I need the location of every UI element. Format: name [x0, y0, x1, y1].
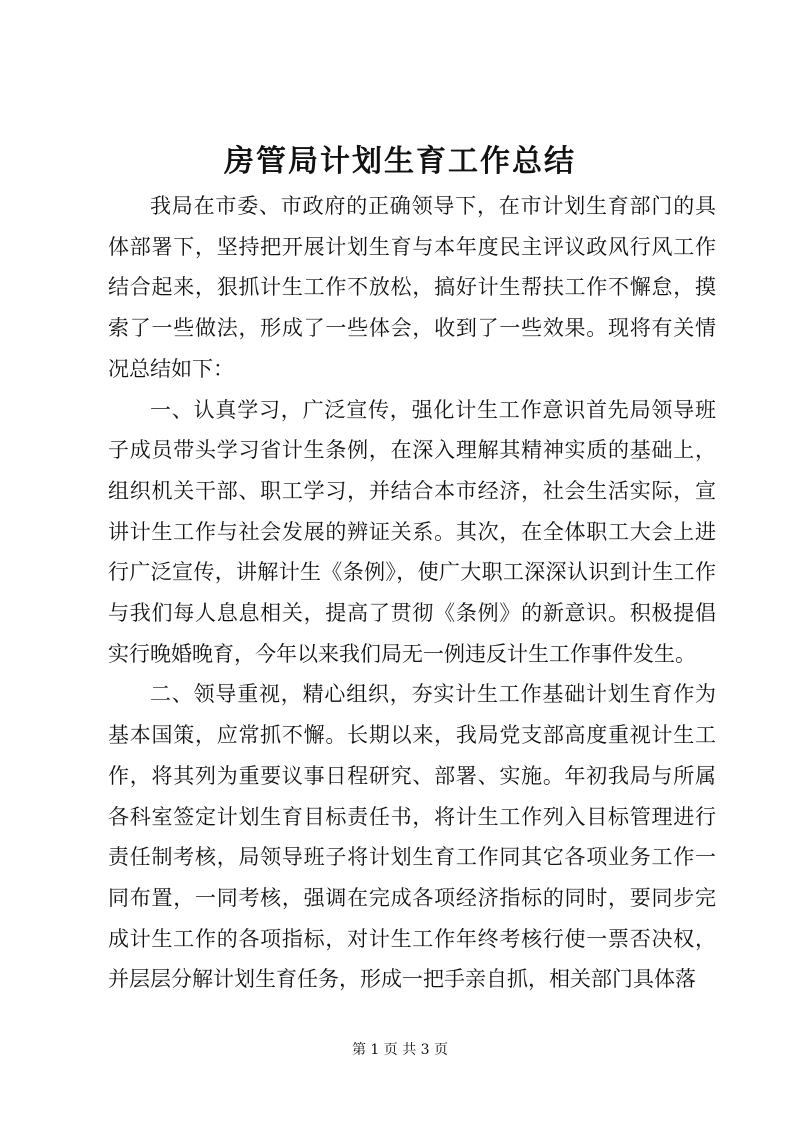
page-number-footer: 第 1 页 共 3 页 — [351, 1042, 449, 1058]
document-body — [108, 186, 716, 1000]
paragraph-section-2: 二、领导重视，精心组织，夯实计生工作基础计划生育作为基本国策，应常抓不懈。长期以来，我局党支部高度重视计生工作，将其列为重要议事日程研究、部署、实施。年初我局与所属各科室签定计划生育目标责任书，将计生工作列入目标管理进行责任制考核，局领导班子将计划生育工作同其它各项业务工作一同布置，一同考核，强调在完成各项经济指标的同时，要同步完成计生工作的各项指标，对计生工作年终考核行使一票否决权，并层层分解计划生育任务，形成一把手亲自抓，相关部门具体落 — [108, 682, 716, 992]
paragraph-section-1: 一、认真学习，广泛宣传，强化计生工作意识首先局领导班子成员带头学习省计生条例，在深入理解其精神实质的基础上，组织机关干部、职工学习，并结合本市经济，社会生活实际，宣讲计生工作与社会发展的辨证关系。其次，在全体职工大会上进行广泛宣传，讲解计生《条例》，使广大职工深深认识到计生工作与我们每人息息相关，提高了贯彻《条例》的新意识。积极提倡实行晚婚晚育，今年以来我们局无一例违反计生工作事件发生。 — [108, 397, 716, 666]
document-title: 房管局计划生育工作总结 — [224, 144, 576, 179]
paragraph-intro: 我局在市委、市政府的正确领导下，在市计划生育部门的具体部署下，坚持把开展计划生育与本年度民主评议政风行风工作结合起来，狠抓计生工作不放松，搞好计生帮扶工作不懈怠，摸索了一些做法，形成了一些体会，收到了一些效果。现将有关情况总结如下： — [108, 194, 716, 381]
